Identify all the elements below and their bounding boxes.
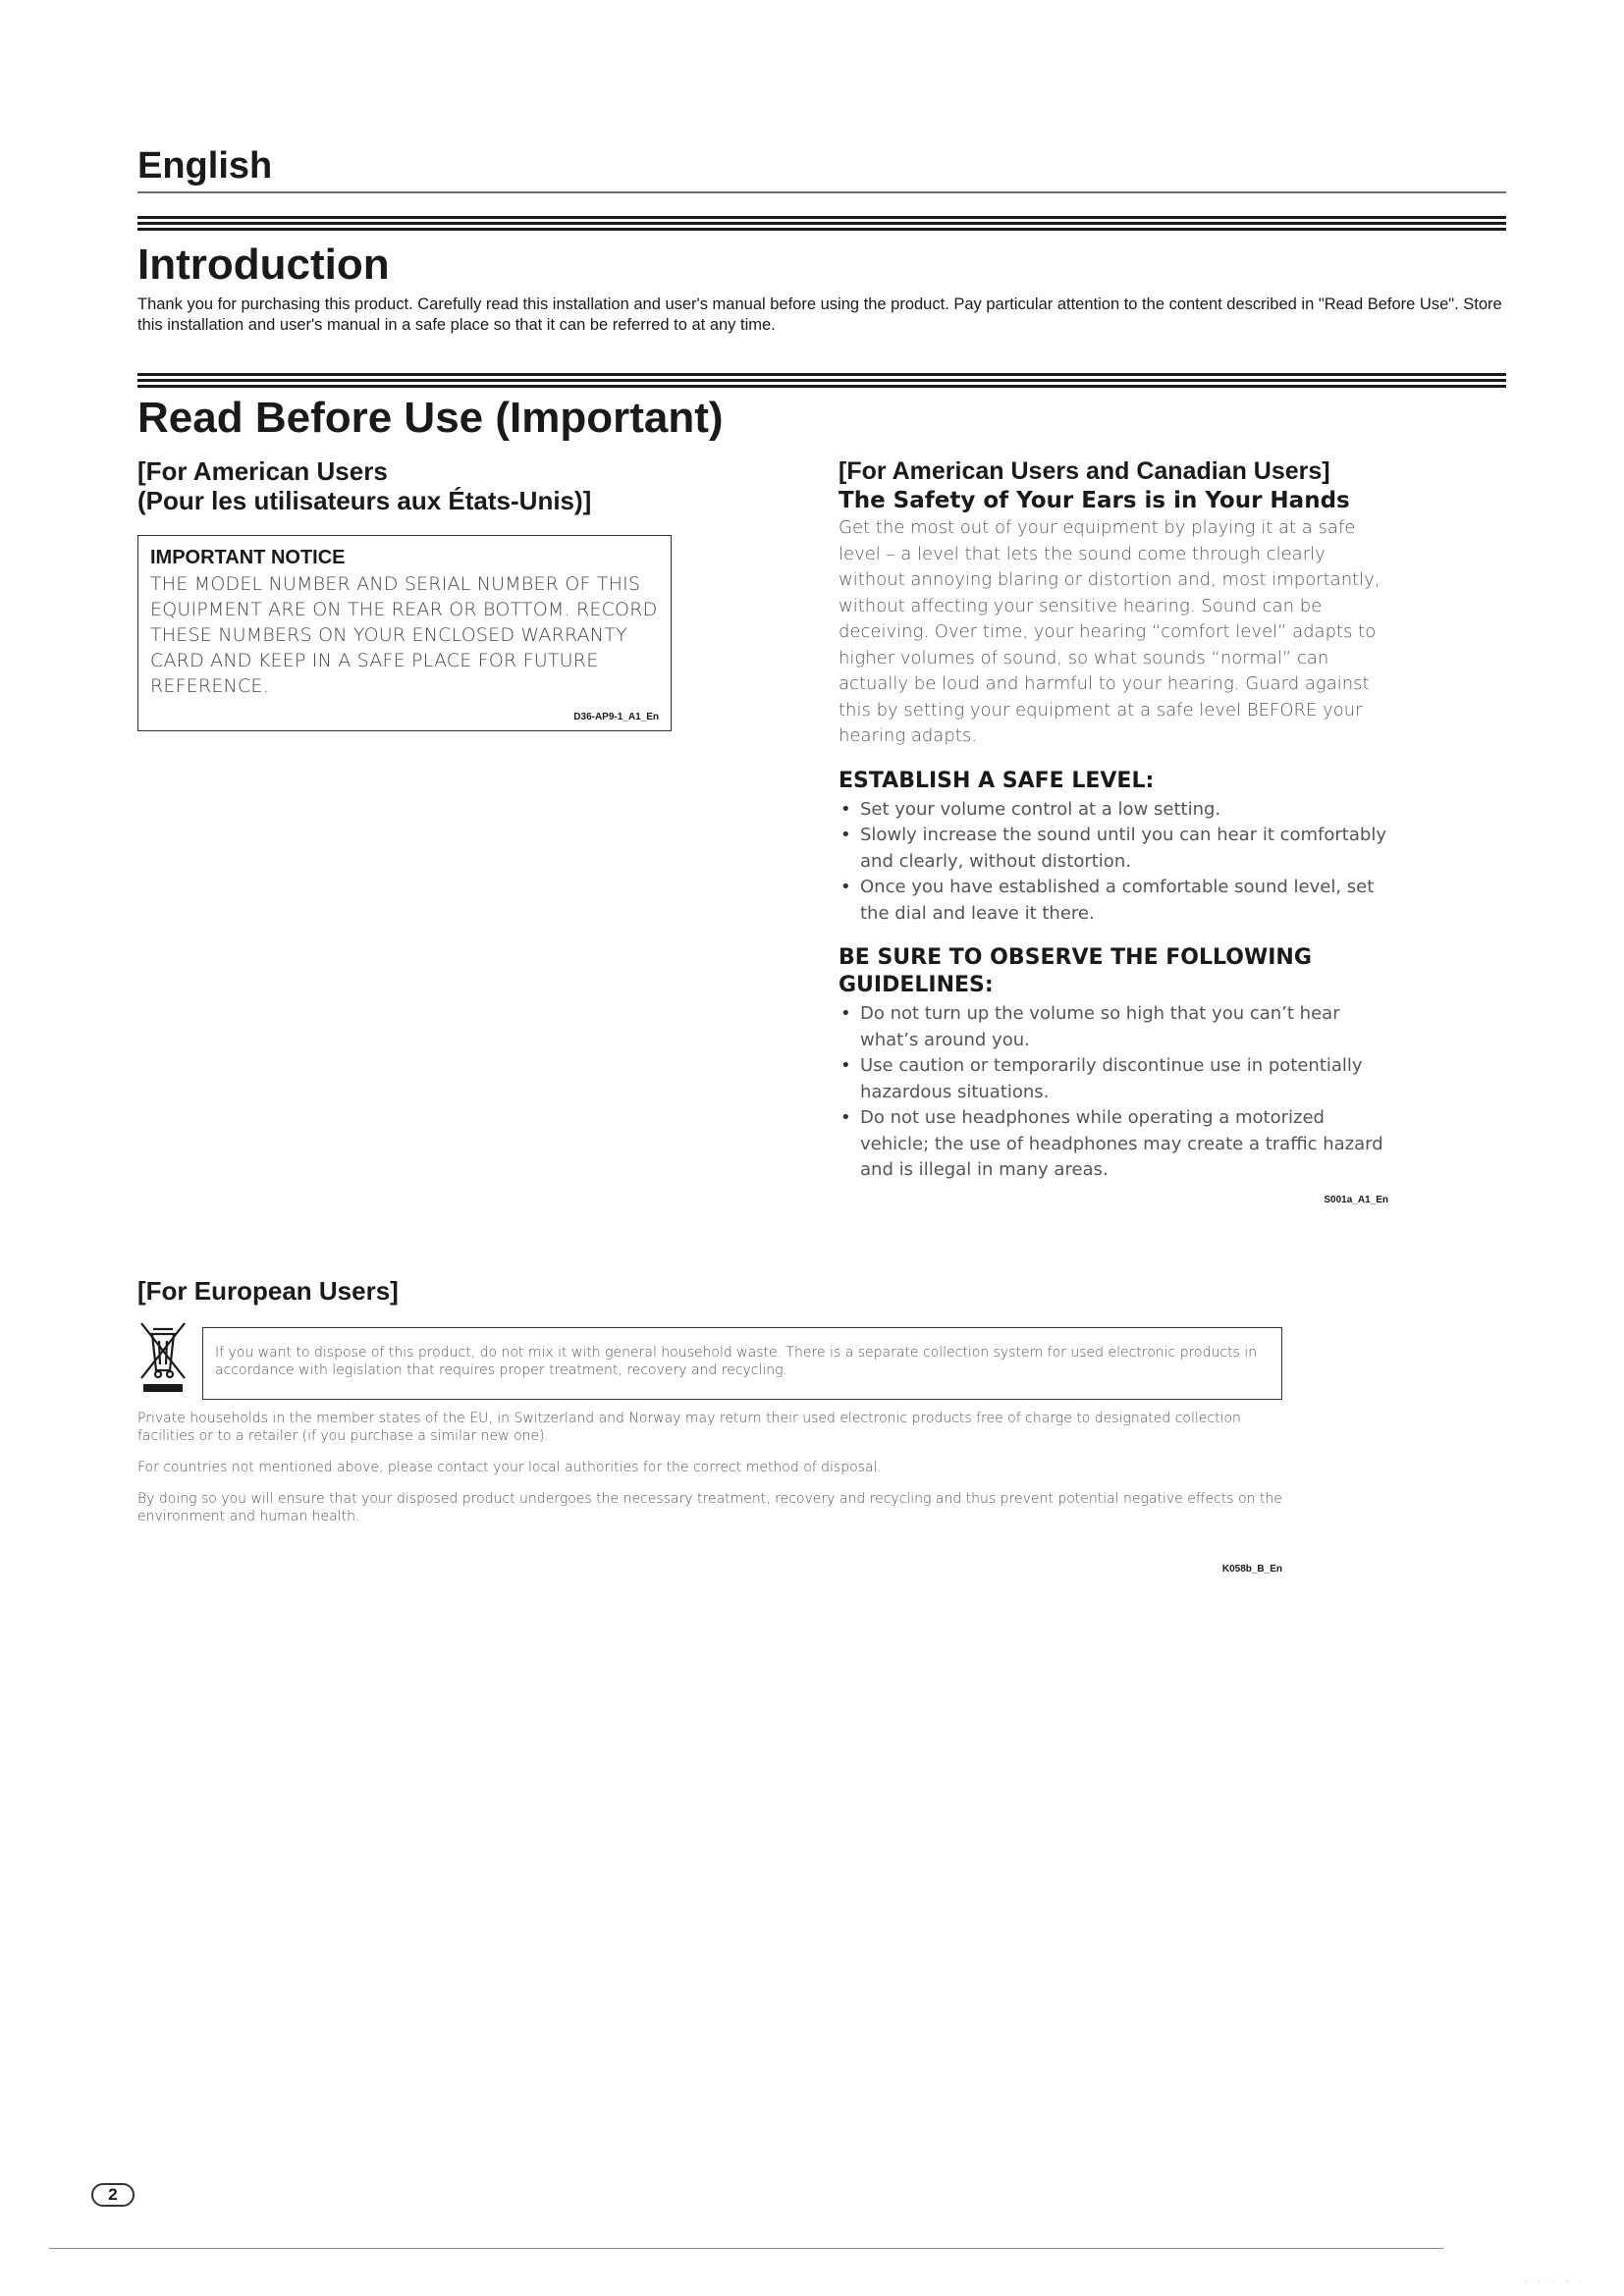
guidelines-list <box>839 1001 1388 1184</box>
page-number-badge: 2 <box>91 2183 135 2207</box>
disposal-code-row <box>1194 1559 1282 1576</box>
establish-list <box>839 797 1388 928</box>
american-canadian-heading: [For American Users and Canadian Users] <box>839 457 1330 485</box>
section-rule-read-before-use <box>137 373 1506 391</box>
list-item: • Set your volume control at a low setting. <box>839 797 1388 824</box>
disposal-notice-box <box>202 1327 1282 1400</box>
list-item: • Do not turn up the volume so high that you can’t hear what’s around you. <box>839 1001 1388 1053</box>
important-notice-box <box>137 535 672 731</box>
language-heading: English <box>137 145 273 187</box>
notice-code: D36-AP9-1_A1_En <box>573 712 659 722</box>
introduction-title: Introduction <box>137 240 390 289</box>
footer-rule <box>49 2248 1443 2249</box>
notice-body: THE MODEL NUMBER AND SERIAL NUMBER OF THIS EQUIPMENT ARE ON THE REAR OR BOTTOM. RECORD THESE NUMBERS ON YOUR ENCLOSED WARRANTY CARD AND KEEP IN A SAFE PLACE FOR FUTURE REFERENCE. <box>150 573 658 697</box>
read-before-use-title: Read Before Use (Important) <box>137 394 724 442</box>
list-item: • Slowly increase the sound until you can hear it comfortably and clearly, without distortion. <box>839 823 1388 875</box>
establish-heading: ESTABLISH A SAFE LEVEL: <box>839 768 1155 793</box>
disposal-paragraph: For countries not mentioned above, please contact your local authorities for the correct method of disposal. <box>137 1460 882 1475</box>
american-users-heading <box>137 456 727 515</box>
introduction-text: Thank you for purchasing this product. Carefully read this installation and user's manual before using the product. Pay particular attention to the content described in "Read Before Use". Store this installation and user's manual in a safe place so that it can be referred to at any time. <box>137 295 1502 334</box>
ear-safety-code-row <box>839 1190 1388 1207</box>
disposal-code: K058b_B_En <box>1221 1564 1282 1575</box>
disposal-paragraph: Private households in the member states of the EU, in Switzerland and Norway may return their used electronic products free of charge to designated collection facilities or to a retailer (if you purchase a similar new one). <box>137 1411 1241 1444</box>
weee-crossed-bin-icon <box>137 1319 189 1401</box>
language-rule <box>137 191 1506 193</box>
ear-safety-code: S001a_A1_En <box>1324 1194 1388 1205</box>
ear-safety-body: Get the most out of your equipment by playing it at a safe level – a level that lets the sound come through clearly without annoying blaring or distortion and, most importantly, without affecting your sensitive hearing. Sound can be deceiving. Over time, your hearing “comfort level” adapts to higher volumes of sound, so what sounds “normal” can actually be loud and harmful to your hearing. Guard against this by setting your equipment at a safe level BEFORE your hearing adapts. <box>839 517 1380 746</box>
footer-marks: · · · · · <box>1524 2275 1587 2286</box>
ear-safety-column <box>839 456 1388 1207</box>
american-heading-line1: [For American Users <box>137 456 388 486</box>
disposal-paragraph: By doing so you will ensure that your disposed product undergoes the necessary treatment, recovery and recycling and thus prevent potential negative effects on the environment and human health. <box>137 1491 1282 1524</box>
notice-title: IMPORTANT NOTICE <box>150 547 346 568</box>
disposal-paragraphs <box>137 1410 1296 1539</box>
ear-safety-heading: The Safety of Your Ears is in Your Hands <box>839 488 1350 513</box>
section-rule-introduction <box>137 216 1506 234</box>
disposal-notice-text: If you want to dispose of this product, do not mix it with general household waste. There is a separate collection system for used electronic products in accordance with legislation that requires proper treatment, recovery and recycling. <box>215 1345 1258 1378</box>
american-heading-line2: (Pour les utilisateurs aux États-Unis)] <box>137 486 592 515</box>
list-item: • Use caution or temporarily discontinue use in potentially hazardous situations. <box>839 1053 1388 1105</box>
list-item: • Do not use headphones while operating a motorized vehicle; the use of headphones may create a traffic hazard and is illegal in many areas. <box>839 1105 1388 1184</box>
european-users-heading: [For European Users] <box>137 1276 399 1306</box>
guidelines-heading: BE SURE TO OBSERVE THE FOLLOWING GUIDELINES: <box>839 945 1312 997</box>
list-item: • Once you have established a comfortable sound level, set the dial and leave it there. <box>839 875 1388 927</box>
